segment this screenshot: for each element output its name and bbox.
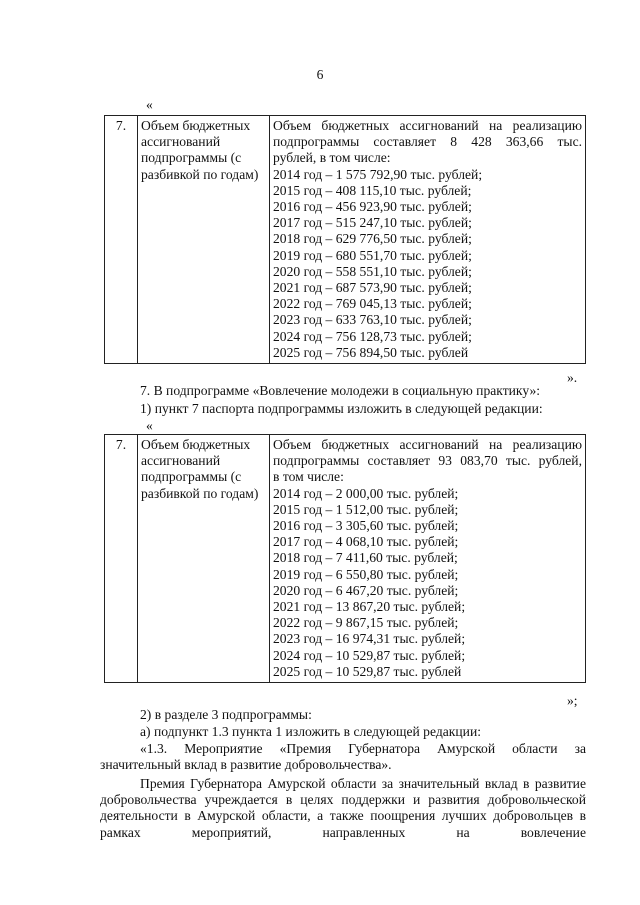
paragraph-premia: Премия Губернатора Амурской области за значительный вклад в развитие добровольчества учреждается в целях поддержки и развития добровольческой деятельности в Амурской области, а также поощрения лучших добровольцев в рамках мероприятий, направленных на вовлечение — [100, 776, 586, 840]
table2 — [104, 434, 586, 683]
table1-opening-quote: « — [146, 97, 153, 112]
table2-closing-quote: »; — [567, 693, 578, 708]
table2-row — [105, 435, 586, 683]
paragraph-2a: а) подпункт 1.3 пункта 1 изложить в следующей редакции: — [140, 724, 481, 739]
paragraph-1-3: «1.3. Мероприятие «Премия Губернатора Амурской области за значительный вклад в развитие добровольчества». — [100, 741, 586, 773]
table2-year-line: 2014 год – 2 000,00 тыс. рублей; — [273, 485, 459, 501]
table2-item-number: 7. — [105, 435, 138, 683]
table1-year-line: 2018 год – 629 776,50 тыс. рублей; — [273, 231, 472, 247]
table2-year-line: 2021 год – 13 867,20 тыс. рублей; — [273, 599, 466, 615]
table1-year-line: 2017 год – 515 247,10 тыс. рублей; — [273, 215, 472, 231]
table2-intro-line: Объем бюджетных ассигнований на реализацию — [273, 437, 582, 452]
paragraph-7: 7. В подпрограмме «Вовлечение молодежи в социальную практику»: — [140, 383, 541, 398]
table2-year-line: 2015 год – 1 512,00 тыс. рублей; — [273, 501, 459, 517]
table1-closing-quote: ». — [567, 370, 578, 385]
table1-year-line: 2019 год – 680 551,70 тыс. рублей; — [273, 247, 472, 263]
table1-year-line: 2016 год – 456 923,90 тыс. рублей; — [273, 199, 472, 215]
table1-intro-line: подпрограммы составляет 8 428 363,66 тыс. — [273, 134, 582, 150]
table1-year-line: 2021 год – 687 573,90 тыс. рублей; — [273, 280, 472, 296]
table2-year-line: 2018 год – 7 411,60 тыс. рублей; — [273, 550, 458, 566]
paragraph-7-1: 1) пункт 7 паспорта подпрограммы изложить в следующей редакции: — [140, 401, 543, 416]
table2-year-line: 2019 год – 6 550,80 тыс. рублей; — [273, 566, 459, 582]
table1-item-content — [270, 116, 586, 364]
table1-year-line: 2023 год – 633 763,10 тыс. рублей; — [273, 312, 472, 328]
paragraph-2: 2) в разделе 3 подпрограммы: — [140, 707, 312, 722]
table1-item-number: 7. — [105, 116, 138, 364]
table2-year-line: 2025 год – 10 529,87 тыс. рублей — [273, 663, 462, 679]
table2-year-line: 2023 год – 16 974,31 тыс. рублей; — [273, 631, 466, 647]
table2-opening-quote: « — [146, 418, 153, 433]
table2-item-name: Объем бюджетных ассигнований подпрограммы (с разбивкой по годам) — [138, 435, 270, 683]
table2-intro-line: в том числе: — [273, 469, 344, 485]
table2-year-line: 2017 год – 4 068,10 тыс. рублей; — [273, 534, 459, 550]
table2-item-content — [270, 435, 586, 683]
table1-year-line: 2015 год – 408 115,10 тыс. рублей; — [273, 182, 472, 198]
table1 — [104, 115, 586, 364]
table2-year-line: 2020 год – 6 467,20 тыс. рублей; — [273, 582, 459, 598]
table2-year-line: 2022 год – 9 867,15 тыс. рублей; — [273, 615, 459, 631]
table1-year-line: 2025 год – 756 894,50 тыс. рублей — [273, 344, 469, 360]
table1-year-line: 2024 год – 756 128,73 тыс. рублей; — [273, 328, 472, 344]
table1-year-line: 2022 год – 769 045,13 тыс. рублей; — [273, 296, 472, 312]
table1-row — [105, 116, 586, 364]
page-number: 6 — [316, 67, 324, 82]
table2-intro-line: подпрограммы составляет 93 083,70 тыс. рублей, — [273, 453, 582, 469]
table2-year-line: 2016 год – 3 305,60 тыс. рублей; — [273, 518, 459, 534]
table1-intro-line: рублей, в том числе: — [273, 150, 391, 166]
table1-year-line: 2014 год – 1 575 792,90 тыс. рублей; — [273, 166, 483, 182]
table2-year-line: 2024 год – 10 529,87 тыс. рублей; — [273, 647, 466, 663]
table1-intro-line: Объем бюджетных ассигнований на реализацию — [273, 118, 582, 133]
table1-year-line: 2020 год – 558 551,10 тыс. рублей; — [273, 263, 472, 279]
table1-item-name: Объем бюджетных ассигнований подпрограммы (с разбивкой по годам) — [138, 116, 270, 364]
